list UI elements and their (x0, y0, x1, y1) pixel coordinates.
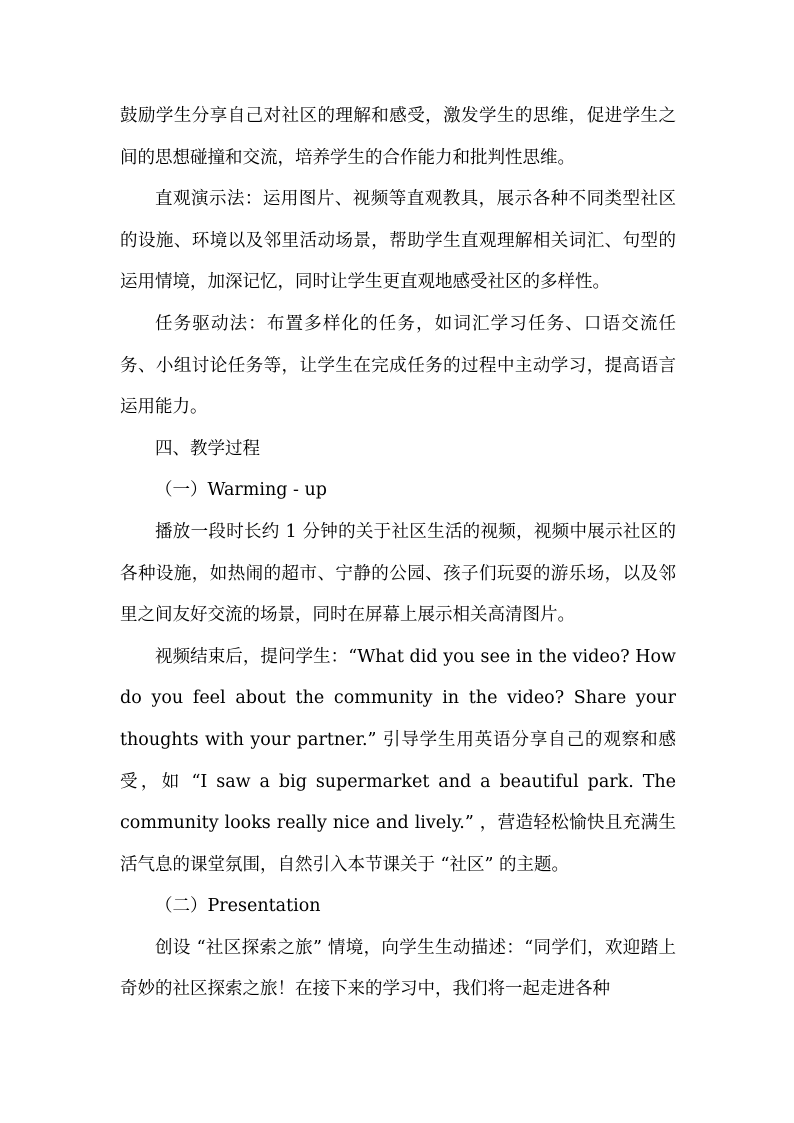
paragraph-post-video-questions: 视频结束后，提问学生：“What did you see in the video? How do you feel about the community in the video? Share your thoughts with your partner.” 引导学生用英语分享自己的观察和感受，如 “I saw a big supermarket and a beautiful park. The community looks really nice and lively.” ，营造轻松愉快且充满生活气息的课堂氛围，自然引入本节课关于 “社区” 的主题。 (120, 646, 676, 875)
paragraph-visual-demonstration-method: 直观演示法：运用图片、视频等直观教具，展示各种不同类型社区的设施、环境以及邻里活动场景，帮助学生直观理解相关词汇、句型的运用情境，加深记忆，同时让学生更直观地感受社区的多样性。 (120, 189, 676, 293)
paragraph-community-exploration: 创设 “社区探索之旅” 情境，向学生生动描述：“同学们，欢迎踏上奇妙的社区探索之旅！在接下来的学习中，我们将一起走进各种 (120, 937, 676, 1000)
subheading-warming-up: （一）Warming - up (155, 480, 327, 501)
paragraph-teaching-method-discussion: 鼓励学生分享自己对社区的理解和感受，激发学生的思维，促进学生之间的思想碰撞和交流，培养学生的合作能力和批判性思维。 (120, 106, 676, 168)
section-heading-teaching-process: 四、教学过程 (155, 438, 260, 459)
paragraph-task-driven-method: 任务驱动法：布置多样化的任务，如词汇学习任务、口语交流任务、小组讨论任务等，让学生在完成任务的过程中主动学习，提高语言运用能力。 (120, 313, 676, 418)
paragraph-video-intro: 播放一段时长约 1 分钟的关于社区生活的视频，视频中展示社区的各种设施，如热闹的超市、宁静的公园、孩子们玩耍的游乐场，以及邻里之间友好交流的场景，同时在屏幕上展示相关高清图片。 (120, 521, 676, 626)
document-body (120, 96, 676, 1011)
subheading-presentation: （二）Presentation (155, 896, 321, 917)
